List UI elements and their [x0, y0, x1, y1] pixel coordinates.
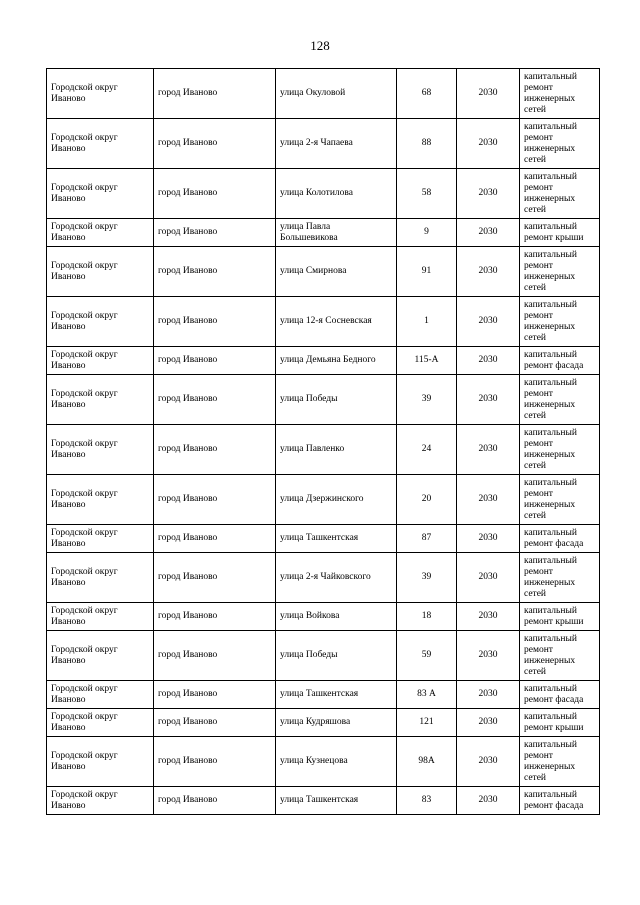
- year-cell: [457, 425, 520, 475]
- year-cell-text: 2030: [478, 494, 498, 504]
- year-cell: [457, 631, 520, 681]
- year-cell: [457, 219, 520, 247]
- municipality-cell-text: Городской округ Иваново: [51, 182, 118, 204]
- city-cell: [154, 603, 276, 631]
- table-row: [47, 475, 600, 525]
- municipality-cell: [47, 219, 154, 247]
- municipality-cell: [47, 787, 154, 815]
- table-row: [47, 119, 600, 169]
- city-cell: [154, 631, 276, 681]
- house-number-cell: [397, 119, 457, 169]
- street-cell-text: улица Кудряшова: [280, 717, 351, 727]
- work-type-cell-text: капитальный ремонт инженерных сетей: [524, 555, 577, 599]
- city-cell: [154, 737, 276, 787]
- work-type-cell-text: капитальный ремонт крыши: [524, 605, 584, 627]
- work-type-cell: [520, 603, 600, 631]
- table-body: [47, 69, 600, 815]
- city-cell: [154, 169, 276, 219]
- city-cell: [154, 69, 276, 119]
- city-cell: [154, 219, 276, 247]
- year-cell: [457, 525, 520, 553]
- year-cell: [457, 553, 520, 603]
- work-type-cell: [520, 247, 600, 297]
- street-cell-text: улица Победы: [280, 650, 338, 660]
- year-cell-text: 2030: [478, 533, 498, 543]
- year-cell-text: 2030: [478, 316, 498, 326]
- house-number-cell-text: 88: [421, 138, 432, 148]
- work-type-cell: [520, 631, 600, 681]
- city-cell: [154, 375, 276, 425]
- work-type-cell-text: капитальный ремонт инженерных сетей: [524, 739, 577, 783]
- table-row: [47, 553, 600, 603]
- house-number-cell-text: 115-А: [414, 355, 439, 365]
- house-number-cell: [397, 425, 457, 475]
- year-cell-text: 2030: [478, 138, 498, 148]
- house-number-cell: [397, 787, 457, 815]
- house-number-cell: [397, 525, 457, 553]
- house-number-cell: [397, 219, 457, 247]
- city-cell-text: город Иваново: [158, 188, 218, 198]
- city-cell-text: город Иваново: [158, 444, 218, 454]
- street-cell-text: улица Дзержинского: [280, 494, 364, 504]
- city-cell: [154, 247, 276, 297]
- street-cell: [276, 297, 397, 347]
- year-cell: [457, 475, 520, 525]
- work-type-cell: [520, 737, 600, 787]
- city-cell: [154, 119, 276, 169]
- work-type-cell-text: капитальный ремонт инженерных сетей: [524, 121, 577, 165]
- housing-repair-table: [46, 68, 600, 815]
- street-cell-text: улица Павла Большевикова: [280, 221, 338, 243]
- street-cell: [276, 631, 397, 681]
- work-type-cell: [520, 119, 600, 169]
- municipality-cell-text: Городской округ Иваново: [51, 82, 118, 104]
- year-cell: [457, 69, 520, 119]
- municipality-cell: [47, 119, 154, 169]
- city-cell: [154, 709, 276, 737]
- city-cell: [154, 553, 276, 603]
- city-cell-text: город Иваново: [158, 650, 218, 660]
- year-cell-text: 2030: [478, 444, 498, 454]
- table-row: [47, 603, 600, 631]
- city-cell: [154, 681, 276, 709]
- work-type-cell-text: капитальный ремонт инженерных сетей: [524, 377, 577, 421]
- municipality-cell: [47, 475, 154, 525]
- municipality-cell: [47, 247, 154, 297]
- year-cell-text: 2030: [478, 394, 498, 404]
- year-cell: [457, 297, 520, 347]
- house-number-cell: [397, 375, 457, 425]
- year-cell: [457, 737, 520, 787]
- house-number-cell-text: 39: [421, 572, 432, 582]
- municipality-cell-text: Городской округ Иваново: [51, 260, 118, 282]
- house-number-cell-text: 98А: [418, 756, 435, 766]
- municipality-cell: [47, 297, 154, 347]
- work-type-cell-text: капитальный ремонт фасада: [524, 527, 584, 549]
- house-number-cell-text: 83: [421, 795, 432, 805]
- year-cell-text: 2030: [478, 717, 498, 727]
- street-cell-text: улица Кузнецова: [280, 756, 348, 766]
- municipality-cell-text: Городской округ Иваново: [51, 750, 118, 772]
- table-row: [47, 69, 600, 119]
- municipality-cell: [47, 737, 154, 787]
- street-cell-text: улица Победы: [280, 394, 338, 404]
- street-cell-text: улица 12-я Сосневская: [280, 316, 372, 326]
- table-row: [47, 709, 600, 737]
- page-number: 128: [310, 38, 330, 53]
- municipality-cell-text: Городской округ Иваново: [51, 566, 118, 588]
- street-cell: [276, 681, 397, 709]
- table-row: [47, 681, 600, 709]
- year-cell: [457, 681, 520, 709]
- municipality-cell: [47, 169, 154, 219]
- house-number-cell: [397, 603, 457, 631]
- municipality-cell: [47, 375, 154, 425]
- city-cell: [154, 525, 276, 553]
- house-number-cell: [397, 169, 457, 219]
- city-cell-text: город Иваново: [158, 533, 218, 543]
- work-type-cell: [520, 347, 600, 375]
- year-cell-text: 2030: [478, 266, 498, 276]
- work-type-cell-text: капитальный ремонт инженерных сетей: [524, 171, 577, 215]
- city-cell-text: город Иваново: [158, 394, 218, 404]
- table-row: [47, 787, 600, 815]
- work-type-cell-text: капитальный ремонт инженерных сетей: [524, 633, 577, 677]
- year-cell-text: 2030: [478, 227, 498, 237]
- city-cell-text: город Иваново: [158, 689, 218, 699]
- municipality-cell-text: Городской округ Иваново: [51, 310, 118, 332]
- house-number-cell: [397, 631, 457, 681]
- street-cell-text: улица Ташкентская: [280, 795, 359, 805]
- municipality-cell: [47, 525, 154, 553]
- street-cell-text: улица Смирнова: [280, 266, 347, 276]
- table-row: [47, 631, 600, 681]
- house-number-cell: [397, 681, 457, 709]
- year-cell: [457, 347, 520, 375]
- house-number-cell-text: 1: [424, 316, 429, 326]
- house-number-cell-text: 83 А: [417, 689, 436, 699]
- house-number-cell-text: 87: [421, 533, 432, 543]
- city-cell: [154, 475, 276, 525]
- work-type-cell: [520, 425, 600, 475]
- year-cell: [457, 709, 520, 737]
- year-cell: [457, 247, 520, 297]
- work-type-cell-text: капитальный ремонт фасада: [524, 349, 584, 371]
- work-type-cell-text: капитальный ремонт фасада: [524, 683, 584, 705]
- work-type-cell: [520, 169, 600, 219]
- city-cell-text: город Иваново: [158, 756, 218, 766]
- table-row: [47, 737, 600, 787]
- street-cell: [276, 375, 397, 425]
- work-type-cell: [520, 787, 600, 815]
- work-type-cell: [520, 69, 600, 119]
- table-row: [47, 375, 600, 425]
- street-cell: [276, 737, 397, 787]
- house-number-cell: [397, 347, 457, 375]
- house-number-cell-text: 68: [421, 88, 432, 98]
- city-cell: [154, 787, 276, 815]
- street-cell-text: улица Павленко: [280, 444, 345, 454]
- street-cell-text: улица Ташкентская: [280, 689, 359, 699]
- year-cell-text: 2030: [478, 572, 498, 582]
- table-row: [47, 347, 600, 375]
- city-cell-text: город Иваново: [158, 227, 218, 237]
- street-cell: [276, 119, 397, 169]
- house-number-cell-text: 59: [421, 650, 432, 660]
- house-number-cell: [397, 475, 457, 525]
- house-number-cell-text: 18: [421, 611, 432, 621]
- year-cell: [457, 787, 520, 815]
- municipality-cell: [47, 631, 154, 681]
- city-cell: [154, 425, 276, 475]
- street-cell: [276, 219, 397, 247]
- year-cell-text: 2030: [478, 650, 498, 660]
- municipality-cell-text: Городской округ Иваново: [51, 789, 118, 811]
- city-cell-text: город Иваново: [158, 138, 218, 148]
- street-cell-text: улица 2-я Чапаева: [280, 138, 353, 148]
- work-type-cell-text: капитальный ремонт инженерных сетей: [524, 299, 577, 343]
- house-number-cell-text: 121: [419, 717, 434, 727]
- street-cell: [276, 247, 397, 297]
- street-cell: [276, 787, 397, 815]
- street-cell: [276, 69, 397, 119]
- house-number-cell: [397, 737, 457, 787]
- street-cell-text: улица 2-я Чайковского: [280, 572, 371, 582]
- house-number-cell-text: 24: [421, 444, 432, 454]
- house-number-cell-text: 39: [421, 394, 432, 404]
- city-cell-text: город Иваново: [158, 88, 218, 98]
- street-cell-text: улица Окуловой: [280, 88, 346, 98]
- work-type-cell: [520, 475, 600, 525]
- municipality-cell: [47, 709, 154, 737]
- house-number-cell: [397, 69, 457, 119]
- municipality-cell: [47, 69, 154, 119]
- table-row: [47, 219, 600, 247]
- city-cell-text: город Иваново: [158, 572, 218, 582]
- house-number-cell: [397, 297, 457, 347]
- year-cell: [457, 169, 520, 219]
- table-row: [47, 525, 600, 553]
- street-cell-text: улица Демьяна Бедного: [280, 355, 376, 365]
- table-row: [47, 297, 600, 347]
- street-cell: [276, 347, 397, 375]
- municipality-cell-text: Городской округ Иваново: [51, 488, 118, 510]
- year-cell-text: 2030: [478, 88, 498, 98]
- work-type-cell-text: капитальный ремонт инженерных сетей: [524, 249, 577, 293]
- municipality-cell-text: Городской округ Иваново: [51, 438, 118, 460]
- municipality-cell-text: Городской округ Иваново: [51, 683, 118, 705]
- house-number-cell: [397, 709, 457, 737]
- municipality-cell: [47, 347, 154, 375]
- work-type-cell-text: капитальный ремонт крыши: [524, 711, 584, 733]
- municipality-cell-text: Городской округ Иваново: [51, 388, 118, 410]
- house-number-cell-text: 20: [421, 494, 432, 504]
- municipality-cell-text: Городской округ Иваново: [51, 221, 118, 243]
- city-cell: [154, 297, 276, 347]
- city-cell-text: город Иваново: [158, 611, 218, 621]
- house-number-cell: [397, 553, 457, 603]
- work-type-cell-text: капитальный ремонт фасада: [524, 789, 584, 811]
- street-cell: [276, 709, 397, 737]
- year-cell-text: 2030: [478, 188, 498, 198]
- municipality-cell-text: Городской округ Иваново: [51, 349, 118, 371]
- city-cell-text: город Иваново: [158, 494, 218, 504]
- street-cell: [276, 603, 397, 631]
- year-cell-text: 2030: [478, 355, 498, 365]
- street-cell-text: улица Колотилова: [280, 188, 353, 198]
- municipality-cell: [47, 553, 154, 603]
- house-number-cell: [397, 247, 457, 297]
- municipality-cell: [47, 603, 154, 631]
- city-cell-text: город Иваново: [158, 316, 218, 326]
- year-cell: [457, 119, 520, 169]
- street-cell-text: улица Войкова: [280, 611, 340, 621]
- year-cell: [457, 603, 520, 631]
- work-type-cell: [520, 375, 600, 425]
- work-type-cell: [520, 709, 600, 737]
- street-cell: [276, 475, 397, 525]
- work-type-cell: [520, 297, 600, 347]
- work-type-cell: [520, 553, 600, 603]
- municipality-cell-text: Городской округ Иваново: [51, 132, 118, 154]
- year-cell-text: 2030: [478, 611, 498, 621]
- table-row: [47, 169, 600, 219]
- house-number-cell-text: 58: [421, 188, 432, 198]
- house-number-cell-text: 9: [424, 227, 429, 237]
- street-cell: [276, 553, 397, 603]
- street-cell: [276, 425, 397, 475]
- work-type-cell-text: капитальный ремонт инженерных сетей: [524, 477, 577, 521]
- municipality-cell: [47, 681, 154, 709]
- street-cell: [276, 169, 397, 219]
- municipality-cell-text: Городской округ Иваново: [51, 605, 118, 627]
- municipality-cell-text: Городской округ Иваново: [51, 711, 118, 733]
- work-type-cell-text: капитальный ремонт крыши: [524, 221, 584, 243]
- municipality-cell-text: Городской округ Иваново: [51, 527, 118, 549]
- work-type-cell-text: капитальный ремонт инженерных сетей: [524, 71, 577, 115]
- table-row: [47, 247, 600, 297]
- table-row: [47, 425, 600, 475]
- street-cell: [276, 525, 397, 553]
- city-cell-text: город Иваново: [158, 717, 218, 727]
- city-cell-text: город Иваново: [158, 266, 218, 276]
- year-cell-text: 2030: [478, 795, 498, 805]
- house-number-cell-text: 91: [421, 266, 432, 276]
- city-cell-text: город Иваново: [158, 795, 218, 805]
- work-type-cell: [520, 681, 600, 709]
- street-cell-text: улица Ташкентская: [280, 533, 359, 543]
- work-type-cell: [520, 525, 600, 553]
- work-type-cell-text: капитальный ремонт инженерных сетей: [524, 427, 577, 471]
- year-cell: [457, 375, 520, 425]
- city-cell: [154, 347, 276, 375]
- city-cell-text: город Иваново: [158, 355, 218, 365]
- year-cell-text: 2030: [478, 689, 498, 699]
- municipality-cell: [47, 425, 154, 475]
- municipality-cell-text: Городской округ Иваново: [51, 644, 118, 666]
- year-cell-text: 2030: [478, 756, 498, 766]
- work-type-cell: [520, 219, 600, 247]
